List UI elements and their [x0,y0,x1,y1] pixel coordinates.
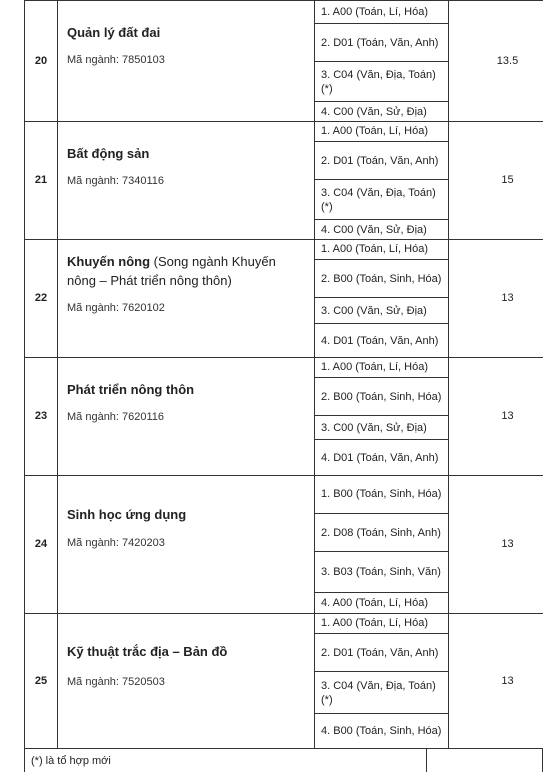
combo-cell [315,357,449,475]
combo-subcell [315,219,448,239]
major-code: Mã ngành: 7620102 [67,302,165,314]
major-name [67,505,308,524]
stt-cell [24,613,58,748]
stt-cell [24,239,58,357]
major-cell [58,475,315,613]
subject-combination: 3. C00 (Văn, Sử, Địa) [321,304,427,317]
score-cell [449,121,557,239]
combo-subcell [315,592,448,613]
major-title: Kỹ thuật trắc địa – Bản đồ [67,644,228,659]
combo-cell [315,0,449,121]
combo-subcell [315,239,448,259]
score-cell [449,475,557,613]
subject-combination: 2. D01 (Toán, Văn, Anh) [321,646,439,659]
footnote-divider [426,749,427,772]
row-divider [24,475,543,476]
combo-subcell [315,101,448,121]
subject-combination: 2. D01 (Toán, Văn, Anh) [321,154,439,167]
subject-combination: 4. C00 (Văn, Sử, Địa) [321,223,427,236]
row-divider [24,0,543,1]
combo-subcell [315,297,448,323]
combo-subcell [315,377,448,415]
major-cell [58,121,315,239]
major-title: Quản lý đất đai [67,25,161,40]
subject-combination: 4. A00 (Toán, Lí, Hóa) [321,597,429,609]
major-code: Mã ngành: 7420203 [67,537,165,549]
score-cell [449,613,557,748]
subject-combination: 4. D01 (Toán, Văn, Anh) [321,334,439,347]
combo-subcell [315,141,448,179]
major-name [67,642,308,661]
subject-combination: 4. B00 (Toán, Sinh, Hóa) [321,725,442,737]
combo-subcell [315,259,448,297]
table-row [24,357,543,475]
row-number: 20 [34,54,48,67]
cutoff-score: 13 [501,292,514,304]
combo-subcell [315,61,448,101]
score-cell [449,0,557,121]
major-name [67,144,308,163]
subject-combination: 3. C04 (Văn, Địa, Toán) (*) [321,68,436,95]
combo-subcell [315,439,448,475]
combo-subcell [315,121,448,141]
combo-subcell [315,179,448,219]
subject-combination: 3. C04 (Văn, Địa, Toán) (*) [321,186,436,213]
stt-cell [24,475,58,613]
score-cell [449,239,557,357]
major-cell [58,0,315,121]
combo-cell [315,613,449,748]
subject-combination: 4. D01 (Toán, Văn, Anh) [321,451,439,464]
table-row [24,121,543,239]
subject-combination: 1. A00 (Toán, Lí, Hóa) [321,125,429,137]
stt-cell [24,121,58,239]
subject-combination: 3. B03 (Toán, Sinh, Văn) [321,566,441,578]
combo-subcell [315,323,448,357]
major-title: Bất động sản [67,146,150,161]
subject-combination: 2. B00 (Toán, Sinh, Hóa) [321,390,442,403]
table-row [24,613,543,748]
cutoff-score: 13 [501,410,514,422]
row-number: 23 [34,410,48,422]
subject-combination: 1. A00 (Toán, Lí, Hóa) [321,243,429,255]
cutoff-score: 13 [501,674,514,687]
combo-cell [315,239,449,357]
major-name [67,380,308,399]
subject-combination: 2. B00 (Toán, Sinh, Hóa) [321,272,442,285]
major-title: Sinh học ứng dụng [67,507,187,522]
combo-cell [315,121,449,239]
stt-cell [24,357,58,475]
cutoff-score: 13.5 [496,54,519,67]
subject-combination: 2. D08 (Toán, Sinh, Anh) [321,526,441,539]
row-divider [24,239,543,240]
combo-subcell [315,513,448,551]
major-cell [58,239,315,357]
major-name [67,23,308,42]
major-cell [58,613,315,748]
combo-subcell [315,475,448,513]
footnote-row [24,748,543,772]
combo-cell [315,475,449,613]
subject-combination: 3. C04 (Văn, Địa, Toán) (*) [321,679,436,706]
major-title: Khuyến nông [67,254,151,269]
subject-combination: 2. D01 (Toán, Văn, Anh) [321,36,439,49]
row-number: 24 [34,538,48,550]
stt-cell [24,0,58,121]
major-title: Phát triển nông thôn [67,382,195,397]
major-code: Mã ngành: 7340116 [67,175,165,187]
cutoff-score: 13 [501,538,514,550]
major-code: Mã ngành: 7850103 [67,54,165,66]
cutoff-score: 15 [501,174,514,186]
row-divider [24,121,543,122]
row-number: 22 [34,292,48,304]
table-row [24,0,543,121]
major-name [67,252,308,290]
table-row [24,239,543,357]
score-cell [449,357,557,475]
combo-subcell [315,713,448,748]
row-number: 25 [34,674,48,687]
combo-subcell [315,23,448,61]
subject-combination: 1. A00 (Toán, Lí, Hóa) [321,5,429,18]
major-code: Mã ngành: 7520503 [67,676,165,688]
combo-subcell [315,613,448,633]
footnote-text: (*) là tổ hợp mới [31,754,111,767]
subject-combination: 1. A00 (Toán, Lí, Hóa) [321,617,429,629]
subject-combination: 3. C00 (Văn, Sử, Địa) [321,421,427,434]
major-cell [58,357,315,475]
row-divider [24,357,543,358]
combo-subcell [315,633,448,671]
combo-subcell [315,671,448,713]
combo-subcell [315,0,448,23]
subject-combination: 1. A00 (Toán, Lí, Hóa) [321,361,429,373]
combo-subcell [315,357,448,377]
subject-combination: 4. C00 (Văn, Sử, Địa) [321,105,427,118]
row-number: 21 [34,174,48,186]
combo-subcell [315,415,448,439]
combo-subcell [315,551,448,592]
subject-combination: 1. B00 (Toán, Sinh, Hóa) [321,488,442,500]
row-divider [24,613,543,614]
major-note: (Song ngành Khuyến nông – Phát triển nông thôn) [67,254,276,288]
major-code: Mã ngành: 7620116 [67,411,165,423]
table-row [24,475,543,613]
